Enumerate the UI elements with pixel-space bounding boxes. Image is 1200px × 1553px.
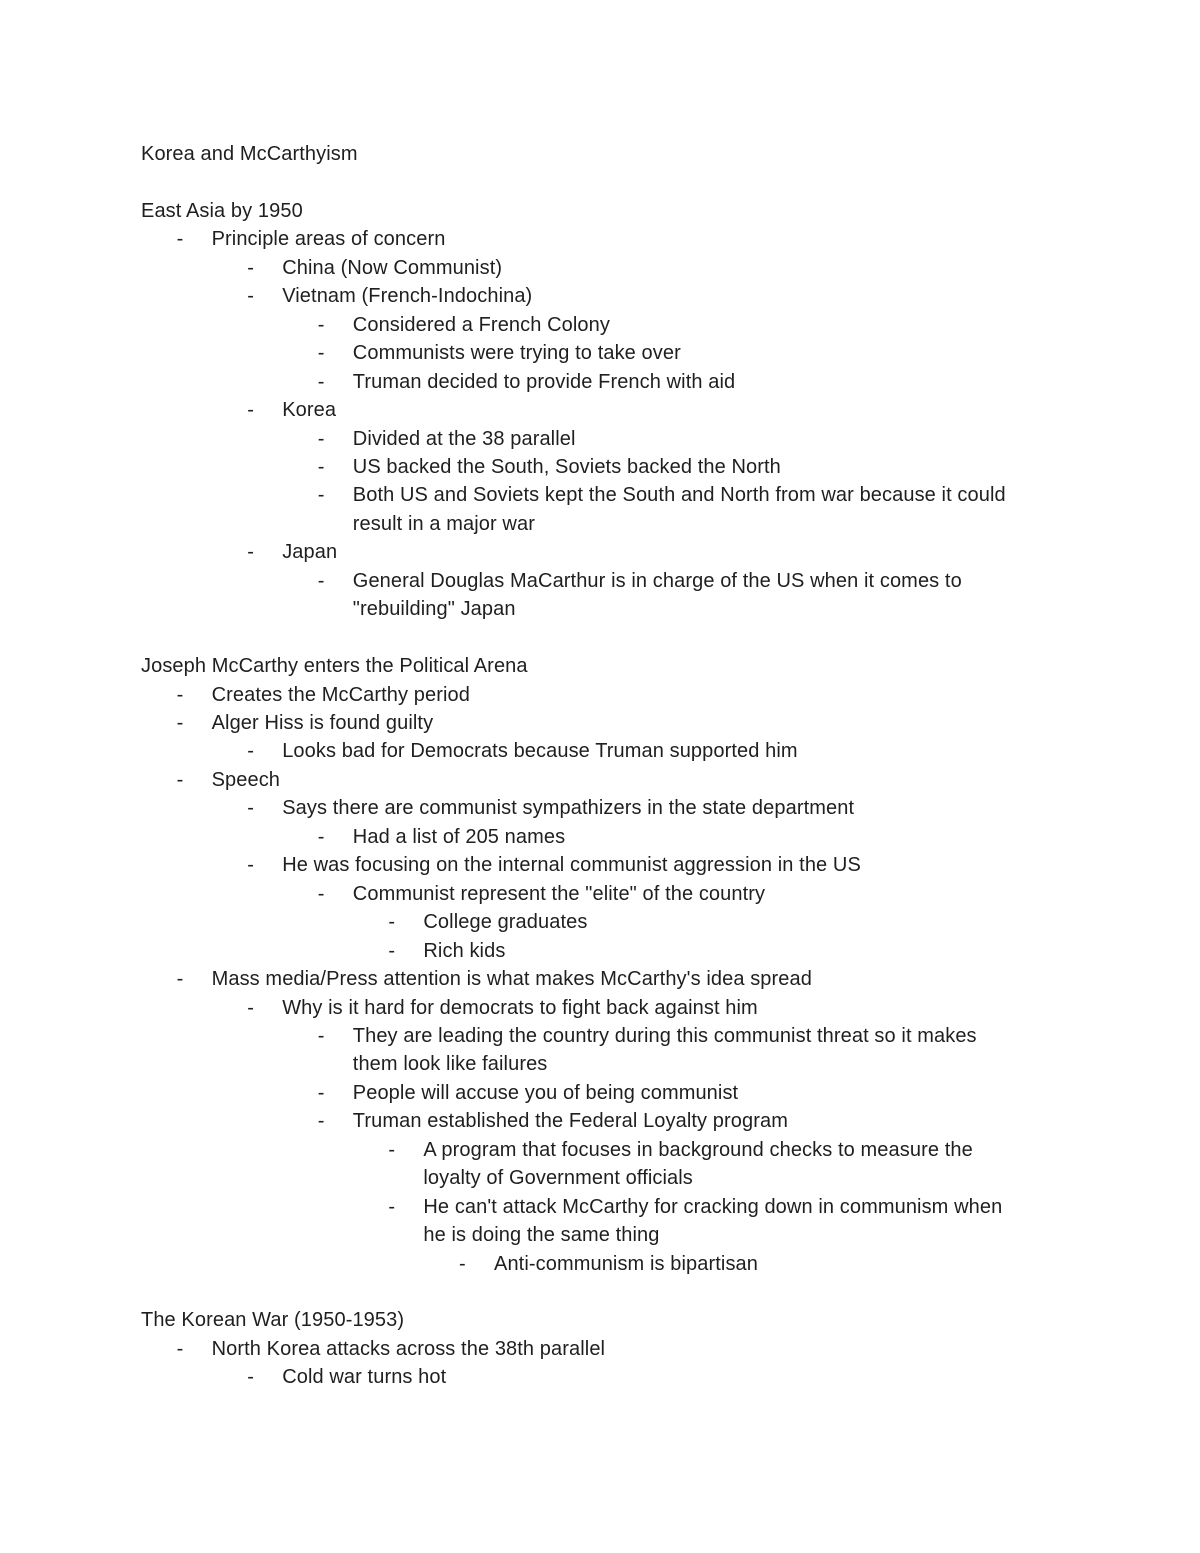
bullet-dash: - [388, 939, 396, 962]
outline-item-text: Mass media/Press attention is what makes McCarthy's idea spread [211, 968, 812, 991]
bullet-dash: - [388, 1195, 396, 1218]
outline-item-text: Considered a French Colony [352, 313, 610, 336]
bullet-dash: - [388, 1138, 396, 1161]
outline-item-text: Creates the McCarthy period [211, 683, 470, 706]
bullet-dash: - [247, 996, 254, 1019]
outline-item-text: Both US and Soviets kept the South and North from war because it could [352, 484, 1006, 507]
bullet-dash: - [317, 484, 325, 507]
outline-item-text: Japan [282, 541, 338, 564]
section-heading: The Korean War (1950-1953) [141, 1309, 405, 1332]
outline-item-text: Korea [282, 399, 337, 422]
outline-item-text: Rich kids [423, 939, 506, 962]
outline-item-text: he is doing the same thing [423, 1224, 660, 1247]
outline-item-text: Truman established the Federal Loyalty program [352, 1110, 788, 1133]
bullet-dash: - [247, 740, 254, 763]
outline-item-text: Truman decided to provide French with aid [352, 370, 736, 393]
bullet-dash: - [247, 399, 254, 422]
bullet-dash: - [317, 370, 325, 393]
outline-item-text: Why is it hard for democrats to fight back against him [282, 996, 758, 1019]
bullet-dash: - [176, 968, 184, 991]
outline-item-text: Cold war turns hot [282, 1366, 447, 1389]
bullet-dash: - [317, 882, 325, 905]
outline-item-text: General Douglas MaCarthur is in charge of the US when it comes to [352, 569, 962, 592]
bullet-dash: - [317, 1024, 325, 1047]
outline-item-text: Vietnam (French-Indochina) [282, 285, 533, 308]
bullet-dash: - [317, 342, 325, 365]
outline-item-text: He was focusing on the internal communist aggression in the US [282, 854, 861, 877]
bullet-dash: - [247, 1366, 254, 1389]
outline-item-text: Says there are communist sympathizers in the state department [282, 797, 855, 820]
outline-item-text: People will accuse you of being communist [352, 1081, 739, 1104]
outline-item-text: Speech [211, 768, 281, 791]
outline-item-text: loyalty of Government officials [423, 1167, 693, 1190]
bullet-dash: - [176, 712, 184, 734]
bullet-dash: - [317, 313, 325, 336]
outline-item-text: China (Now Communist) [282, 256, 503, 279]
bullet-dash: - [176, 1337, 184, 1360]
bullet-dash: - [317, 1110, 325, 1133]
bullet-dash: - [317, 427, 325, 450]
bullet-dash: - [247, 285, 254, 308]
bullet-dash: - [317, 455, 325, 478]
outline-item-text: Divided at the 38 parallel [352, 427, 576, 450]
bullet-dash: - [317, 569, 325, 592]
outline-item-text: Communists were trying to take over [352, 342, 681, 365]
bullet-dash: - [247, 256, 254, 279]
bullet-dash: - [317, 825, 325, 848]
bullet-dash: - [247, 854, 254, 877]
bullet-dash: - [388, 911, 396, 934]
bullet-dash: - [176, 768, 184, 791]
outline-item-text: He can't attack McCarthy for cracking down in communism when [423, 1195, 1003, 1218]
outline-item-text: Alger Hiss is found guilty [211, 712, 434, 734]
outline-item-text: Looks bad for Democrats because Truman supported him [282, 740, 798, 763]
bullet-dash: - [247, 541, 254, 564]
outline-item-text: A program that focuses in background checks to measure the [423, 1138, 973, 1161]
outline-item-text: Communist represent the "elite" of the country [352, 882, 766, 905]
document-title: Korea and McCarthyism [141, 143, 358, 165]
bullet-dash: - [176, 683, 184, 706]
section-heading: Joseph McCarthy enters the Political Arena [141, 655, 528, 678]
outline-item-text: Had a list of 205 names [352, 825, 566, 848]
outline-item-text: Anti-communism is bipartisan [494, 1252, 758, 1275]
outline-item-text: them look like failures [352, 1053, 548, 1076]
outline-item-text: "rebuilding" Japan [352, 598, 516, 621]
outline-item-text: College graduates [423, 911, 588, 934]
bullet-dash: - [317, 1081, 325, 1104]
outline-item-text: Principle areas of concern [211, 228, 446, 251]
bullet-dash: - [459, 1252, 466, 1275]
outline-item-text: result in a major war [352, 512, 535, 535]
outline-item-text: US backed the South, Soviets backed the North [352, 455, 781, 478]
outline-item-text: They are leading the country during this communist threat so it makes [352, 1024, 977, 1047]
bullet-dash: - [247, 797, 254, 820]
section-heading: East Asia by 1950 [141, 199, 303, 222]
bullet-dash: - [176, 228, 184, 251]
outline-item-text: North Korea attacks across the 38th parallel [211, 1337, 606, 1360]
